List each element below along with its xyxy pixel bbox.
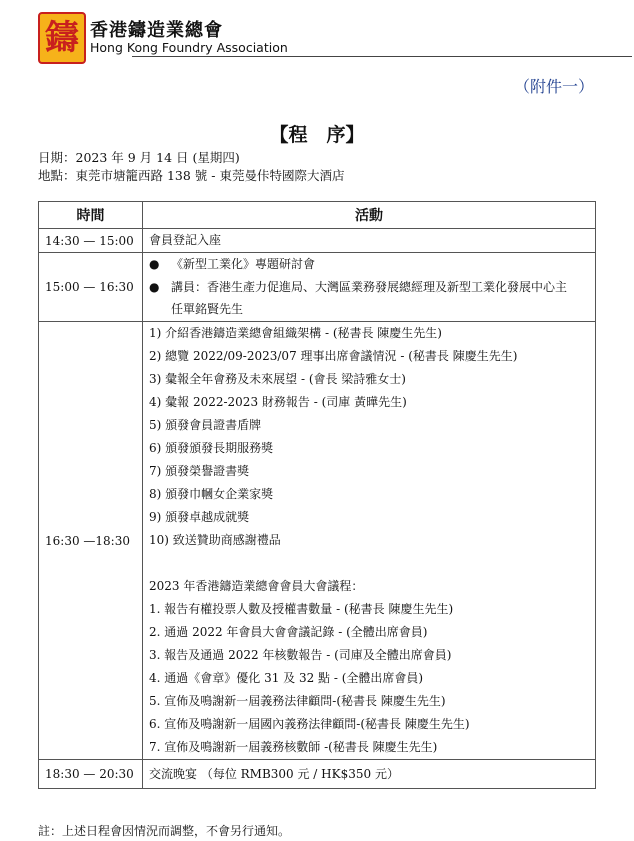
time-cell: 16:30 —18:30	[39, 322, 143, 760]
time-cell: 15:00 — 16:30	[39, 253, 143, 322]
agm-agenda-item: 1. 報告有權投票人數及授權書數量 - (秘書長 陳慶生先生)	[149, 602, 454, 616]
activity-line: 會員登記入座	[149, 233, 222, 247]
bullet-continuation	[149, 298, 589, 321]
document-title: 【程 序】	[269, 124, 365, 146]
agm-agenda-item: 2. 通過 2022 年會員大會會議記錄 - (全體出席會員)	[149, 625, 428, 639]
bullet-text: 《新型工業化》專題研討會	[171, 257, 316, 271]
activity-cell	[143, 253, 596, 322]
agm-agenda-item: 4. 通過《會章》優化 31 及 32 點 - (全體出席會員)	[149, 671, 424, 685]
table-row	[39, 760, 596, 789]
program-item: 9) 頒發卓越成就獎	[149, 510, 250, 524]
activity-cell	[143, 760, 596, 789]
table-row	[39, 322, 596, 760]
time-cell: 14:30 — 15:00	[39, 229, 143, 253]
program-item: 1) 介紹香港鑄造業總會組織架構 - (秘書長 陳慶生先生)	[149, 326, 442, 340]
agm-agenda-item: 6. 宣佈及鳴謝新一屆國內義務法律顧問-(秘書長 陳慶生先生)	[149, 717, 470, 731]
agm-agenda-item: 3. 報告及通過 2022 年核數報告 - (司庫及全體出席會員)	[149, 648, 452, 662]
org-name-english: Hong Kong Foundry Association	[90, 40, 288, 55]
agm-agenda-heading: 2023 年香港鑄造業總會會員大會議程：	[149, 579, 364, 593]
annex-label: （附件一）	[513, 77, 594, 96]
program-item: 3) 彙報全年會務及未來展望 - (會長 梁詩雅女士)	[149, 372, 406, 386]
program-item: 6) 頒發頒發長期服務獎	[149, 441, 274, 455]
program-item: 8) 頒發巾幗女企業家獎	[149, 487, 274, 501]
column-header-time: 時間	[39, 202, 143, 229]
bullet-icon: ●	[149, 257, 160, 271]
bullet-text: 講員：香港生產力促進局、大灣區業務發展總經理及新型工業化發展中心主	[171, 280, 568, 294]
agm-agenda-item: 7. 宣佈及鳴謝新一屆義務核數師 -(秘書長 陳慶生先生)	[149, 740, 438, 754]
bullet-text: 任單銘賢先生	[171, 302, 244, 316]
program-item: 5) 頒發會員證書盾牌	[149, 418, 262, 432]
time-cell: 18:30 — 20:30	[39, 760, 143, 789]
event-location: 地點：東莞市塘籠西路 138 號 - 東莞曼佧特國際大酒店	[38, 168, 345, 183]
bullet-item	[149, 253, 589, 276]
activity-cell	[143, 322, 596, 760]
event-date: 日期：2023 年 9 月 14 日 (星期四)	[38, 150, 240, 165]
spacer	[149, 552, 589, 575]
association-logo	[38, 12, 86, 64]
activity-line: 交流晚宴 （每位 RMB300 元 / HK$350 元）	[149, 767, 399, 781]
footnote: 註：上述日程會因情況而調整，不會另行通知。	[38, 824, 291, 838]
bullet-item	[149, 276, 589, 298]
column-header-activity: 活動	[143, 202, 596, 229]
agenda-table	[38, 201, 596, 789]
program-item: 2) 總覽 2022/09-2023/07 理事出席會議情況 - (秘書長 陳慶生先生)	[149, 349, 518, 363]
letterhead	[38, 12, 598, 72]
table-row	[39, 253, 596, 322]
program-item: 4) 彙報 2022-2023 財務報告 - (司庫 黃曄先生)	[149, 395, 407, 409]
bullet-icon: ●	[149, 280, 160, 294]
header-divider	[132, 56, 632, 57]
program-item: 10) 致送贊助商感謝禮品	[149, 533, 281, 547]
org-name-chinese: 香港鑄造業總會	[90, 20, 223, 41]
activity-cell	[143, 229, 596, 253]
program-item: 7) 頒發榮譽證書獎	[149, 464, 250, 478]
agm-agenda-item: 5. 宣佈及鳴謝新一屆義務法律顧問-(秘書長 陳慶生先生)	[149, 694, 446, 708]
logo-glyph: 鑄	[45, 18, 79, 58]
table-row	[39, 229, 596, 253]
table-header-row	[39, 202, 596, 229]
